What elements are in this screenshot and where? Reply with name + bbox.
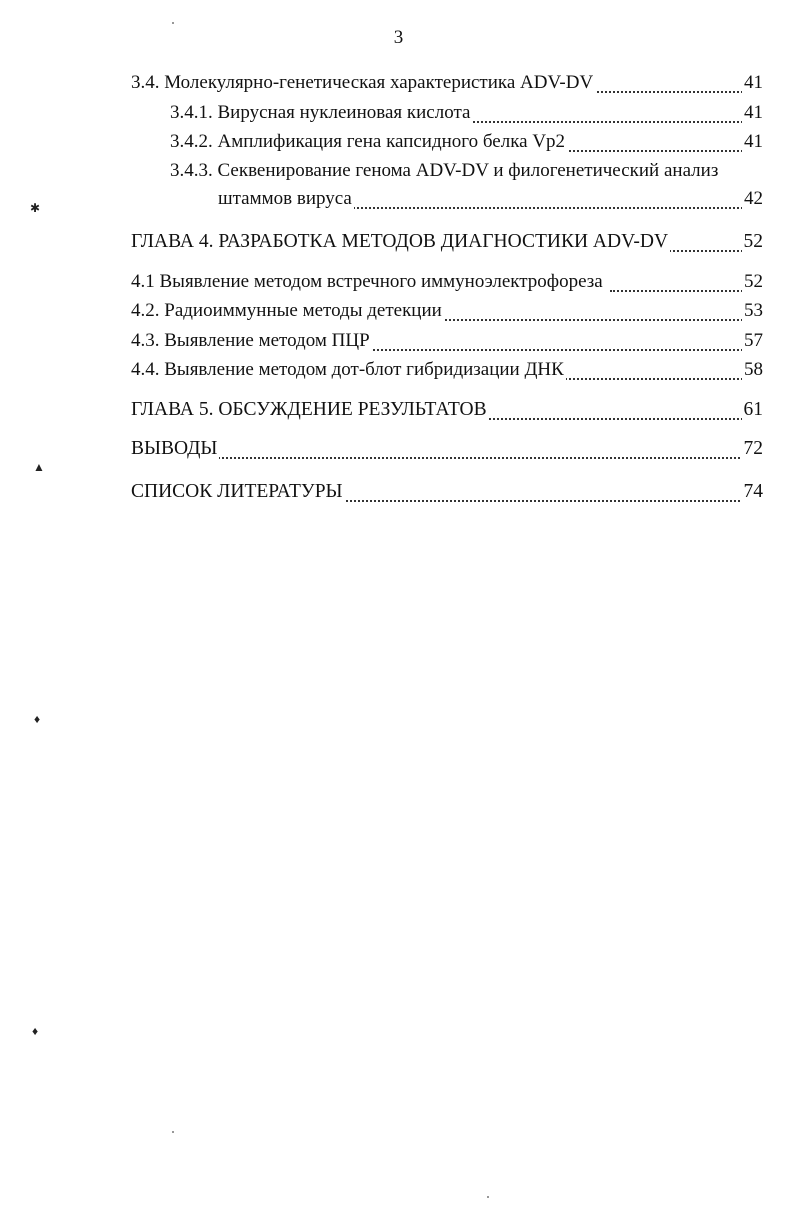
page-number: 3 [393, 27, 404, 48]
scan-mark-icon: ♦ [32, 1024, 39, 1038]
toc-entry-title: 3.4.1. Вирусная нуклеиновая кислота [170, 100, 472, 126]
toc-entry-title: 4.2. Радиоиммунные методы детекции [131, 298, 444, 324]
toc-entry-title: 4.1 Выявление методом встречного иммуноэлектрофореза [131, 269, 605, 295]
toc-entry-3-4-2 [0, 129, 797, 159]
toc-entry-title: 3.4.2. Амплификация гена капсидного белка Vp2 [170, 129, 567, 155]
toc-entry-3-4-3 [0, 158, 797, 216]
toc-entry-page: 41 [742, 70, 763, 96]
toc-entry-page: 57 [742, 328, 763, 354]
scan-speck [487, 1196, 489, 1198]
toc-entry-chapter-4 [0, 229, 797, 259]
toc-entry-title: СПИСОК ЛИТЕРАТУРЫ [131, 479, 345, 505]
scan-mark-icon: ✱ [30, 201, 41, 215]
toc-entry-page: 42 [742, 186, 763, 212]
toc-entry-title: ВЫВОДЫ [131, 436, 219, 462]
toc-entry-page: 52 [742, 229, 764, 255]
toc-entry-bibliography [0, 479, 797, 509]
toc-entry-4-3 [0, 328, 797, 358]
toc-entry-page: 41 [742, 129, 763, 155]
toc-entry-4-1 [0, 269, 797, 299]
toc-entry-page: 61 [742, 397, 764, 423]
toc-entry-page: 74 [742, 479, 764, 505]
toc-entry-conclusions [0, 436, 797, 466]
scan-mark-icon: ♦ [34, 712, 41, 726]
toc-entry-title: 4.3. Выявление методом ПЦР [131, 328, 372, 354]
toc-entry-page: 58 [742, 357, 763, 383]
toc-entry-4-2 [0, 298, 797, 328]
scan-speck [172, 22, 174, 24]
toc-entry-3-4 [0, 70, 797, 100]
toc-entry-chapter-5 [0, 397, 797, 427]
toc-entry-title-line2: штаммов вируса [218, 186, 354, 212]
toc-entry-title-line1: 3.4.3. Секвенирование генома ADV-DV и филогенетический анализ [170, 160, 719, 181]
scan-mark-icon: ▲ [33, 460, 45, 474]
scan-speck [172, 1131, 174, 1133]
toc-entry-page: 52 [742, 269, 763, 295]
toc-entry-page: 72 [742, 436, 764, 462]
toc-entry-title: ГЛАВА 4. РАЗРАБОТКА МЕТОДОВ ДИАГНОСТИКИ ADV-DV [131, 229, 670, 255]
toc-entry-3-4-1 [0, 100, 797, 130]
toc-entry-title: 4.4. Выявление методом дот-блот гибридизации ДНК [131, 357, 566, 383]
toc-entry-title: 3.4. Молекулярно-генетическая характеристика ADV-DV [131, 70, 595, 96]
toc-entry-page: 53 [742, 298, 763, 324]
toc-entry-title: ГЛАВА 5. ОБСУЖДЕНИЕ РЕЗУЛЬТАТОВ [131, 397, 489, 423]
toc-entry-page: 41 [742, 100, 763, 126]
toc-entry-4-4 [0, 357, 797, 387]
